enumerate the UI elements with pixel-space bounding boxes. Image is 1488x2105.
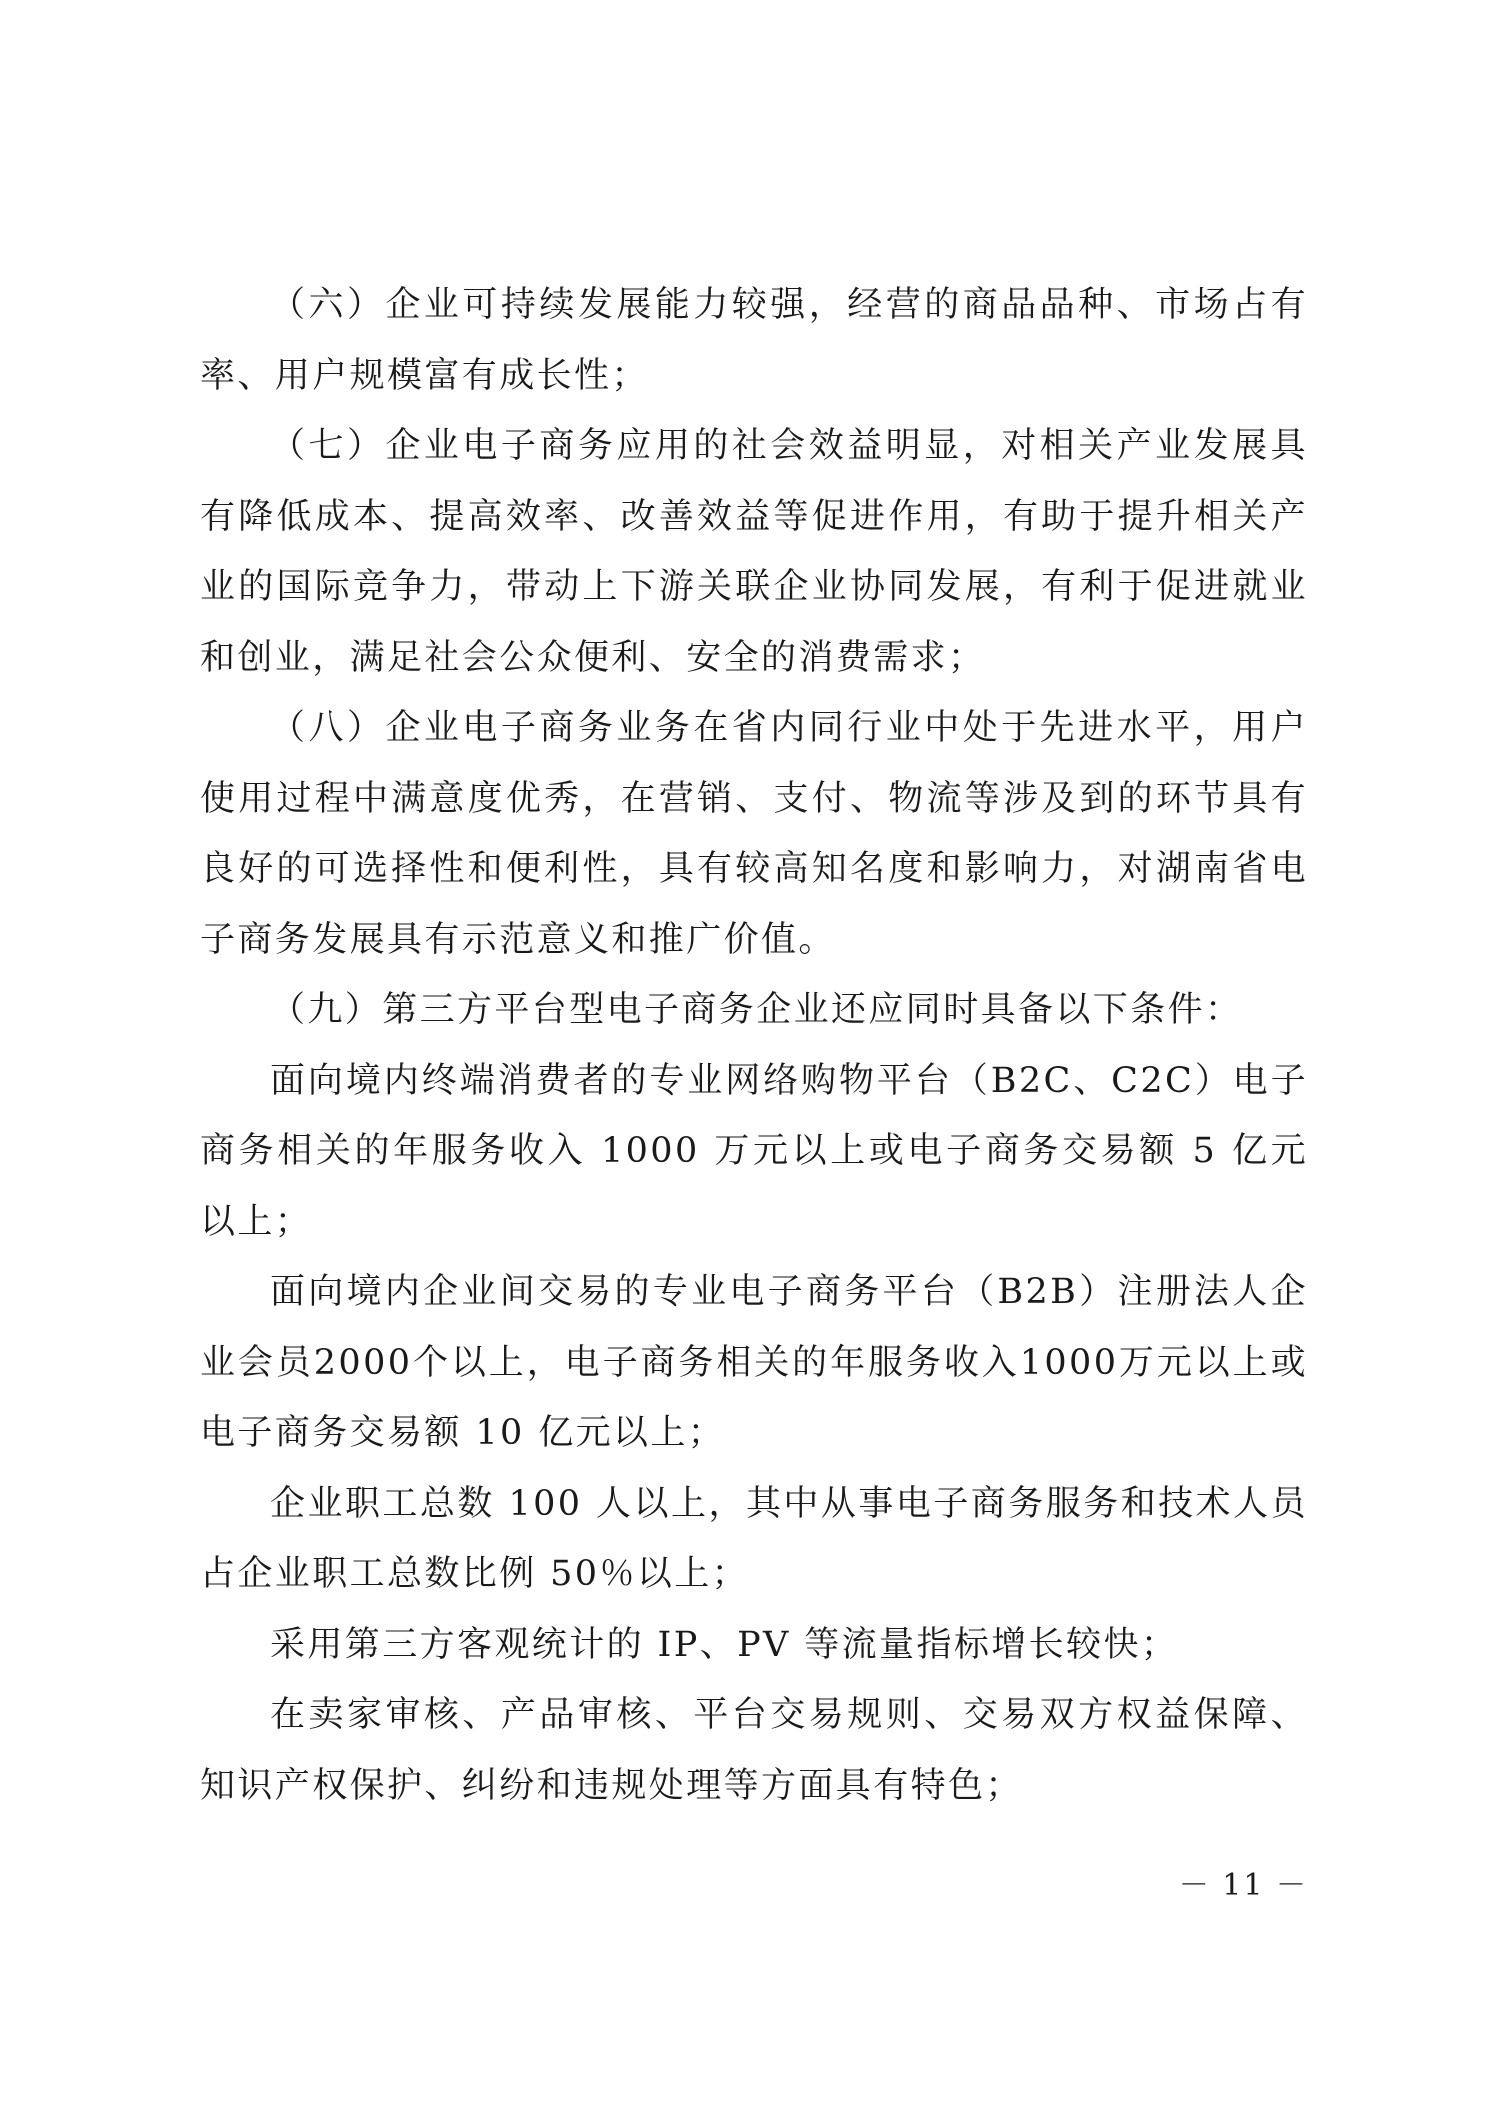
- paragraph-6: （六）企业可持续发展能力较强，经营的商品品种、市场占有率、用户规模富有成长性；: [200, 285, 1308, 396]
- paragraph-8: （八）企业电子商务业务在省内同行业中处于先进水平，用户使用过程中满意度优秀，在营销、支付、物流等涉及到的环节具有良好的可选择性和便利性，具有较高知名度和影响力，对湖南省电子商务发展具有示范意义和推广价值。: [200, 708, 1308, 960]
- condition-b2b: 面向境内企业间交易的专业电子商务平台（B2B）注册法人企业会员2000个以上，电子商务相关的年服务收入1000万元以上或电子商务交易额 10 亿元以上；: [200, 1272, 1308, 1453]
- paragraph-7: （七）企业电子商务应用的社会效益明显，对相关产业发展具有降低成本、提高效率、改善效益等促进作用，有助于提升相关产业的国际竞争力，带动上下游关联企业协同发展，有利于促进就业和创业，满足社会公众便利、安全的消费需求；: [200, 426, 1308, 678]
- document-body: [200, 270, 1308, 1821]
- condition-traffic: 采用第三方客观统计的 IP、PV 等流量指标增长较快；: [270, 1624, 1179, 1665]
- condition-staff: 企业职工总数 100 人以上，其中从事电子商务服务和技术人员占企业职工总数比例 50％以上；: [200, 1483, 1308, 1594]
- condition-b2c: 面向境内终端消费者的专业网络购物平台（B2C、C2C）电子商务相关的年服务收入 1000 万元以上或电子商务交易额 5 亿元以上；: [200, 1060, 1308, 1242]
- paragraph-9: （九）第三方平台型电子商务企业还应同时具备以下条件：: [270, 990, 1243, 1030]
- page-number: － 11 －: [1178, 1868, 1308, 1903]
- condition-governance: 在卖家审核、产品审核、平台交易规则、交易双方权益保障、知识产权保护、纠纷和违规处理等方面具有特色；: [200, 1695, 1308, 1806]
